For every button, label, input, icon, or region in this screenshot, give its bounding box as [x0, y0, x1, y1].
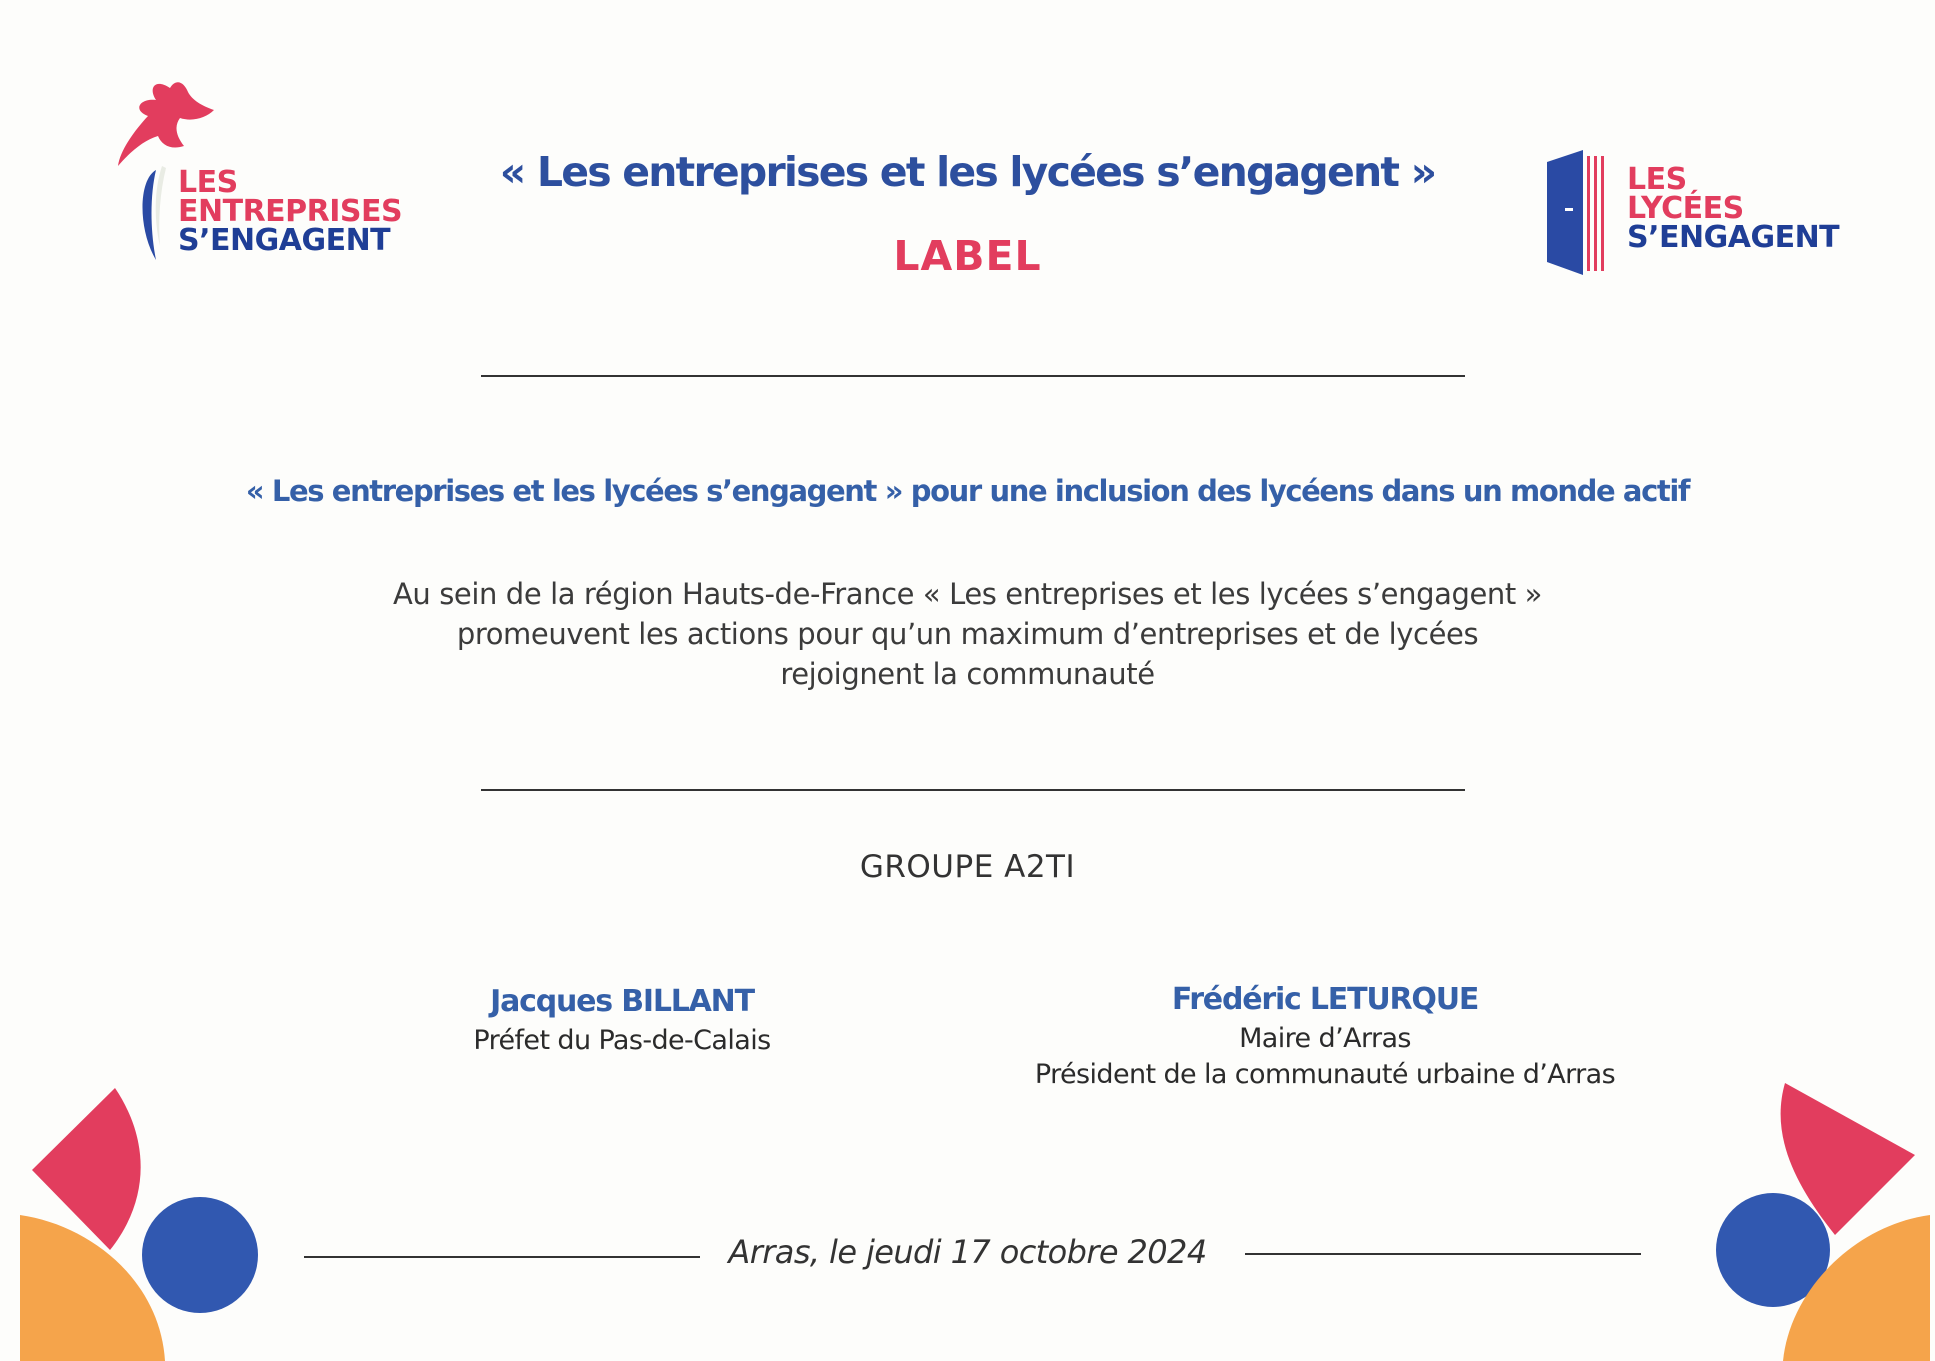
- body-line: Au sein de la région Hauts-de-France « Les entreprises et les lycées s’engagent »: [392, 577, 1543, 611]
- signatory-role: Préfet du Pas-de-Calais: [473, 1025, 771, 1056]
- logo-line-les: LES: [178, 165, 238, 200]
- blue-circle: [142, 1197, 258, 1313]
- company-name: GROUPE A2TI: [859, 849, 1076, 885]
- decorative-shapes-left: [0, 1080, 280, 1361]
- body-paragraph: [0, 574, 1935, 694]
- logo-line-lycees: LYCÉES: [1627, 191, 1744, 226]
- logo-line-entreprises: ENTREPRISES: [178, 194, 403, 229]
- divider-top: [481, 375, 1465, 377]
- signatory-left: [422, 984, 822, 1059]
- signatory-name: Jacques BILLANT: [490, 984, 754, 1019]
- signatory-name: Frédéric LETURQUE: [1171, 982, 1479, 1017]
- logo-line-les: LES: [1627, 162, 1687, 197]
- decorative-shapes-right: [1655, 1075, 1935, 1361]
- body-line: rejoignent la communauté: [780, 657, 1155, 691]
- certificate-title: « Les entreprises et les lycées s’engagent »: [499, 148, 1436, 196]
- logo-line-sengagent: S’ENGAGENT: [178, 223, 391, 258]
- issue-date: Arras, le jeudi 17 octobre 2024: [728, 1233, 1207, 1271]
- body-line: promeuvent les actions pour qu’un maximum d’entreprises et de lycées: [456, 617, 1479, 651]
- divider-middle: [481, 789, 1465, 791]
- signatory-role: Président de la communauté urbaine d’Arras: [1034, 1059, 1616, 1090]
- signatory-role: Maire d’Arras: [1239, 1023, 1411, 1054]
- footer-line-right: [1245, 1253, 1641, 1255]
- logo-line-sengagent: S’ENGAGENT: [1627, 220, 1840, 255]
- label-heading: LABEL: [893, 232, 1042, 280]
- orange-shape: [20, 1215, 165, 1361]
- signatory-right: [1000, 982, 1650, 1093]
- subtitle: « Les entreprises et les lycées s’engagent » pour une inclusion des lycéens dans un monde actif: [245, 474, 1690, 508]
